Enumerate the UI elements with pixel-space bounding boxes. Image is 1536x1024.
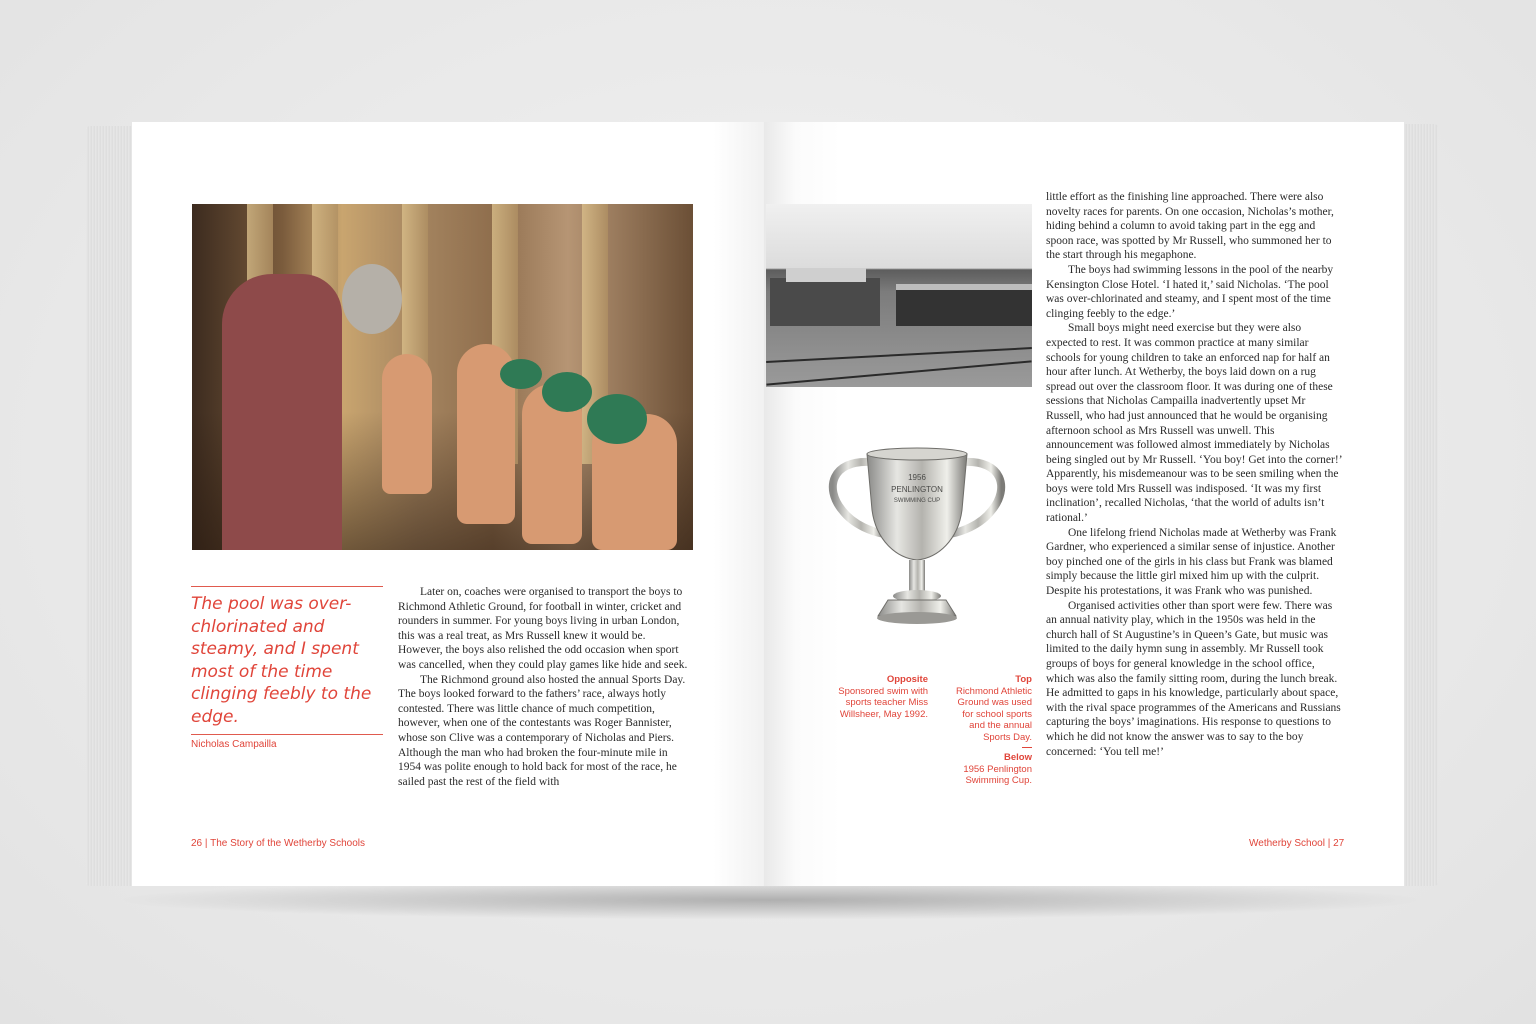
body-paragraph: Organised activities other than sport were few. There was an annual nativity play, which in the 1950s was held in the church hall of St Augustine’s in Queen’s Gate, but music was limited to the daily hymn sung in assembly. Mr Russell took groups of boys for general knowledge in the school office, which was also the family sitting room, during the lunch break. He admitted to gaps in his knowledge, particularly about space, with the rival space programmes of the Americans and Russians capturing the boys’ imaginations. His response to questions to which he did not know the answer was to say to the boy concerned: ‘You tell me!’	[1046, 599, 1341, 758]
caption-below-heading: Below	[1004, 752, 1032, 763]
pull-quote: The pool was over-chlorinated and steamy, and I spent most of the time clinging feebly to the edge.	[191, 586, 383, 735]
quote-author: Nicholas Campailla	[191, 739, 277, 750]
cup-year-text: 1956	[908, 473, 926, 482]
swimming-cup-image	[822, 440, 1012, 630]
body-paragraph: The boys had swimming lessons in the pool of the nearby Kensington Close Hotel. ‘I hated it,’ said Nicholas. ‘The pool was over-chlorinated and steamy, and I spent most of the time clinging feebly to the edge.’	[1046, 263, 1334, 320]
caption-below-text: 1956 Penlington Swimming Cup.	[963, 763, 1032, 786]
left-page-footer: 26 | The Story of the Wetherby Schools	[191, 838, 365, 849]
caption-top-text: Richmond Athletic Ground was used for school sports and the annual Sports Day.	[955, 685, 1032, 743]
body-paragraph: Later on, coaches were organised to transport the boys to Richmond Athletic Ground, for football in winter, cricket and rounders in summer. For young boys living in urban London, this was a real treat, as Mrs Russell knew it would be. However, the boys also relished the odd occasion when sport was cancelled, when they could play games like hide and seek.	[398, 586, 688, 671]
right-body-column	[1046, 190, 1344, 759]
body-paragraph: little effort as the finishing line approached. There were also novelty races for parents. On one occasion, Nicholas’s mother, hiding behind a column to avoid taking part in the egg and spoon race, was spotted by Mr Russell, who summoned her to the start through his megaphone.	[1046, 191, 1334, 262]
left-body-column	[398, 585, 688, 789]
book-shadow	[110, 880, 1430, 920]
caption-opposite-text: Sponsored swim with sports teacher Miss Willsheer, May 1992.	[838, 685, 928, 720]
caption-opposite	[832, 674, 928, 720]
body-paragraph: The Richmond ground also hosted the annual Sports Day. The boys looked forward to the fathers’ race, always hotly contested. There was little chance of much competition, however, when one of the contestants was Roger Bannister, whose son Clive was a contemporary of Nicholas and Piers. Although the man who had broken the four-minute mile in 1954 was polite enough to hold back for most of the race, he sailed past the rest of the field with	[398, 673, 686, 788]
right-page-footer: Wetherby School | 27	[1249, 838, 1345, 849]
page-block-right-edge	[1398, 124, 1438, 886]
caption-divider	[1022, 747, 1032, 748]
cup-name-text: PENLINGTON	[891, 485, 943, 494]
caption-opposite-heading: Opposite	[886, 674, 928, 685]
caption-top	[950, 674, 1032, 787]
richmond-ground-photo	[766, 204, 1032, 387]
page-block-left-edge	[86, 126, 136, 886]
body-paragraph: One lifelong friend Nicholas made at Wetherby was Frank Gardner, who experienced a similar sense of injustice. Another boy pinched one of the girls in his class but Frank was blamed simply because the little girl mixed him up with the culprit. Despite his protestations, it was Frank who was punished.	[1046, 526, 1337, 598]
cup-title-text: SWIMMING CUP	[893, 498, 941, 504]
swimming-lesson-photo	[192, 204, 693, 550]
caption-top-heading: Top	[1015, 674, 1032, 685]
body-paragraph: Small boys might need exercise but they were also expected to rest. It was common practice at many similar schools for young children to take an enforced nap for half an hour after lunch. At Wetherby, the boys laid down on a rug spread out over the classroom floor. It was during one of these sessions that Nicholas Campailla inadvertently upset Mr Russell, who had just announced that he would be organising afternoon school as Mrs Russell was unwell. This announcement was followed almost immediately by Nicholas being singled out by Mr Russell. ‘You boy! Get into the corner!’ Apparently, his misdemeanour was to be seen smiling when the boys were told Mrs Russell was indisposed. ‘It was my first inclination’, recalled Nicholas, ‘that the world of adults isn’t rational.’	[1046, 322, 1342, 525]
